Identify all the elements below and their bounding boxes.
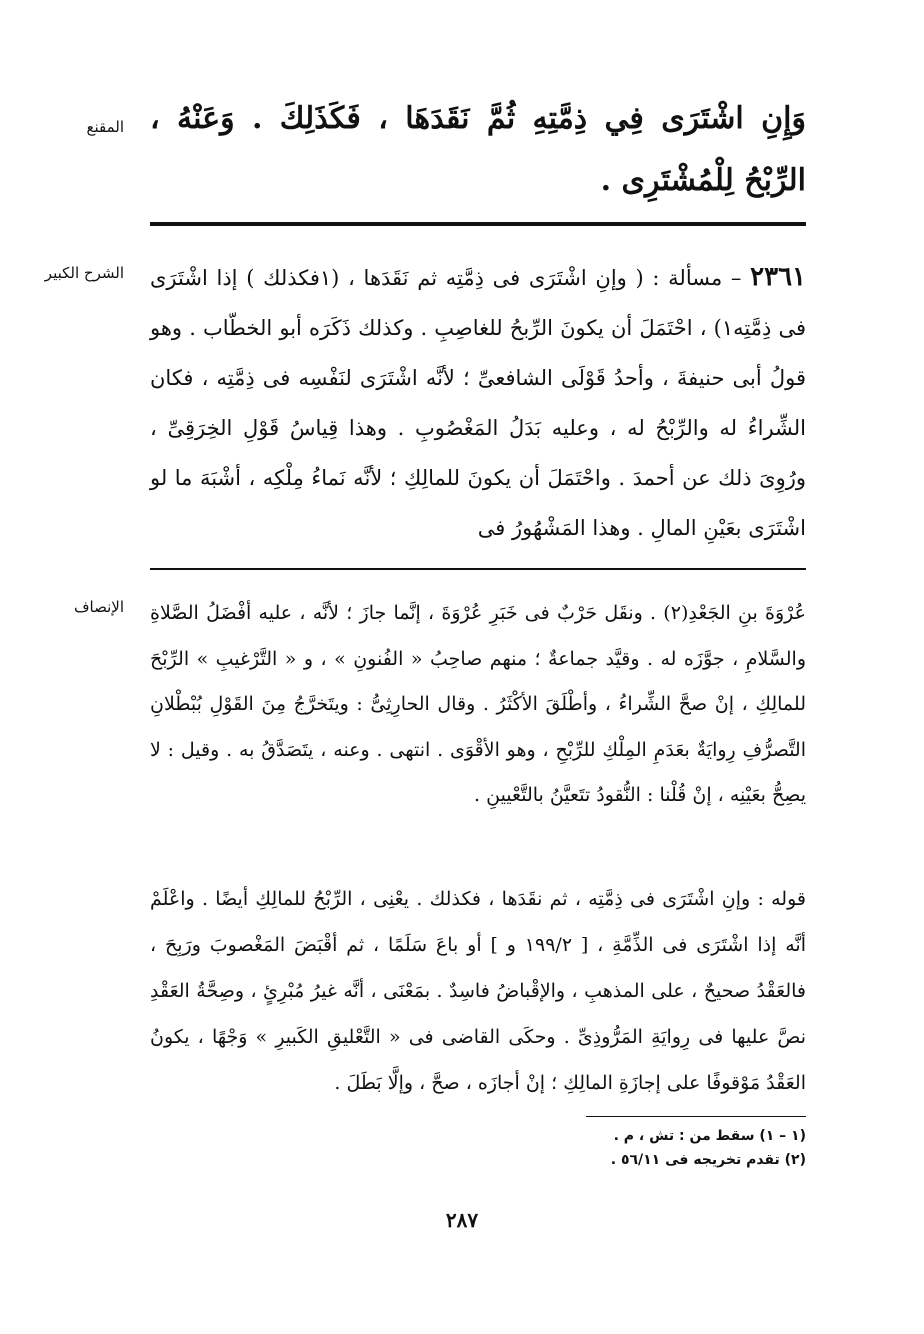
sharh-text: – مسألة : ( وإنِ اشْتَرَى فى ذِمَّتِه ثم نَقَدَها ، (١فكذلك ) إذا اشْتَرَى فى ذِمَّتِه١) ، احْتَمَلَ أن يكونَ الرِّبحُ للغاصِبِ . وكذلك ذَكَرَه أبو الخطّاب . وهو قولُ أبى حنيفةَ ، وأحدُ قَوْلَى الشافعىِّ ؛ لأنَّه اشْتَرَى لنَفْسِه فى ذِمَّتِه ، فكان الشِّراءُ له والرِّبْحُ له ، وعليه بَدَلُ المَغْصُوبِ . وهذا قِياسُ قَوْلِ الخِرَقِىِّ ، ورُوِىَ ذلك عن أحمدَ . واحْتَمَلَ أن يكونَ للمالِكِ ؛ لأنَّه نَماءُ مِلْكِه ، أشْبَهَ ما لو اشْتَرَى بعَيْنِ المالِ . وهذا المَشْهُورُ فى	[150, 266, 806, 540]
footnote-divider	[586, 1116, 806, 1117]
margin-label-insaf: الإنصاف	[73, 598, 124, 616]
sharh-paragraph	[150, 252, 806, 553]
insaf-paragraph-1: عُرْوَةَ بنِ الجَعْدِ(٢) . ونقَل حَرْبٌ فى خَبَرِ عُرْوَةَ ، إنَّما جازَ ؛ لأنَّه ، عليه أفْضَلُ الصَّلاةِ والسَّلامِ ، جوَّزَه له . وقيَّد جماعةٌ ؛ منهم صاحِبُ « الفُنونِ » ، و « التَّرْغيبِ » الرِّبْحَ للمالِكِ ، إنْ صحَّ الشِّراءُ ، وأطْلَقَ الأكْثَرُ . وقال الحارِثِىُّ : ويتَخرَّجُ مِنَ القَوْلِ بُبْطْلانِ التَّصرُّفِ رِوايَةٌ بعَدَمِ المِلْكِ للرِّبْحِ ، وهو الأقْوَى . انتهى . وعنه ، يتَصَدَّقُ به . وقيل : لا يصِحُّ بعَيْنِه ، إنْ قُلْنا : النُّقودُ تتَعيَّنُ بالتَّعْيينِ .	[150, 602, 806, 806]
muqni-text: وَإِنِ اشْتَرَى فِي ذِمَّتِهِ ثُمَّ نَقَدَهَا ، فَكَذَلِكَ . وَعَنْهُ ، الرِّبْحُ لِلْمُشْتَرِى .	[150, 101, 806, 198]
section-divider-thick	[150, 222, 806, 226]
issue-number: ٢٣٦١	[750, 262, 806, 292]
footnotes	[406, 1124, 806, 1172]
sharh-text-block	[150, 252, 806, 553]
footnote-2: (٢) تقدم تخريجه فى ٥٦/١١ .	[610, 1152, 806, 1168]
section-divider-thin	[150, 568, 806, 570]
page-number: ٢٨٧	[445, 1208, 479, 1232]
insaf-text-block-1	[150, 591, 806, 819]
margin-label-muqni: المقنع	[86, 118, 124, 136]
insaf-text-block-2	[150, 876, 806, 1106]
muqni-text-block	[150, 88, 806, 212]
insaf-paragraph-2: قوله : وإنِ اشْتَرَى فى ذِمَّتِه ، ثم نقَدَها ، فكذلك . يعْنِى ، الرِّبْحُ للمالِكِ أيضًا . واعْلَمْ أنَّه إذا اشْتَرَى فى الذِّمَّةِ ، [ ١٩٩/٢ و ] أو باعَ سَلَمًا ، ثم أقْبَضَ المَغْصوبَ ورَبِحَ ، فالعَقْدُ صحيحٌ ، على المذهبِ ، والإقْباضُ فاسِدٌ . بمَعْنَى ، أنَّه غيرُ مُبْرِئٍ ، وصِحَّةُ العَقْدِ نصَّ عليها فى رِوايَةِ المَرُّوذِىِّ . وحكَى القاضى فى « التَّعْليقِ الكَبيرِ » وَجْهًا ، يكونُ العَقْدُ مَوْقوفًا على إجازَةِ المالِكِ ؛ إنْ أجازَه ، صحَّ ، وإلَّا بَطَلَ .	[150, 888, 806, 1094]
footnote-1: (١ – ١) سقط من : تش ، م .	[613, 1128, 806, 1144]
margin-label-sharh: الشرح الكبير	[44, 264, 124, 282]
